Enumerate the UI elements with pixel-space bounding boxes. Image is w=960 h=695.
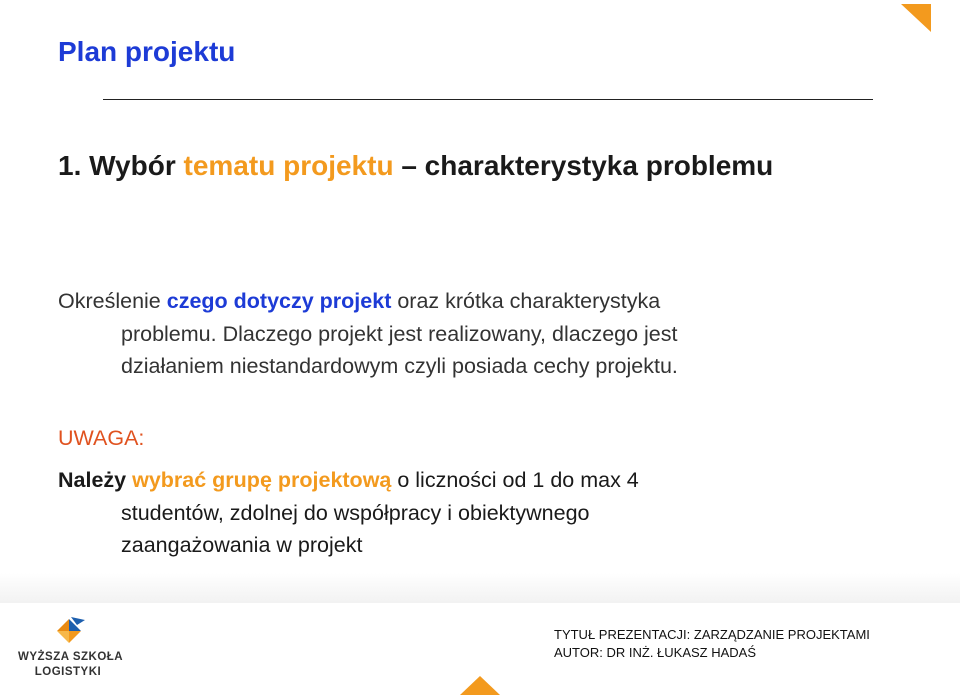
heading-rest: – charakterystyka problemu (393, 150, 774, 181)
note-highlight: wybrać grupę projektową (132, 468, 392, 492)
presentation-title: TYTUŁ PREZENTACJI: ZARZĄDZANIE PROJEKTAMI (554, 627, 870, 642)
description-highlight: czego dotyczy projekt (166, 289, 392, 313)
description-paragraph (58, 285, 888, 383)
note-bold-start: Należy (58, 468, 133, 492)
logo-text-line-2: LOGISTYKI (34, 666, 102, 678)
note-paragraph (58, 464, 888, 562)
note-line-3: zaangażowania w projekt (121, 533, 363, 557)
school-logo (18, 617, 124, 685)
corner-triangle-icon (901, 4, 931, 32)
description-line-3: działaniem niestandardowym czyli posiada cechy projektu. (121, 354, 678, 378)
note-line-2: studentów, zdolnej do współpracy i obiektywnego (121, 500, 590, 525)
description-line-1 (58, 285, 888, 318)
heading-number: 1. Wybór (58, 150, 184, 181)
logo-text-line-1: WYŻSZA SZKOŁA (18, 651, 124, 663)
bottom-triangle-icon (460, 676, 500, 695)
description-rest: oraz krótka charakterystyka (391, 289, 661, 313)
note-line-1 (58, 464, 888, 497)
description-start: Określenie (58, 289, 167, 313)
note-label: UWAGA: (58, 426, 145, 450)
heading-highlight: tematu projektu (183, 150, 394, 181)
footer-info (554, 626, 870, 662)
slide-title: Plan projektu (58, 36, 236, 67)
note-rest: o liczności od 1 do max 4 (391, 468, 639, 492)
presentation-author: AUTOR: DR INŻ. ŁUKASZ HADAŚ (554, 645, 757, 660)
title-divider (103, 99, 873, 100)
description-line-2: problemu. Dlaczego projekt jest realizowany, dlaczego jest (121, 321, 678, 346)
section-heading (58, 150, 773, 182)
school-logo-icon (51, 617, 87, 651)
